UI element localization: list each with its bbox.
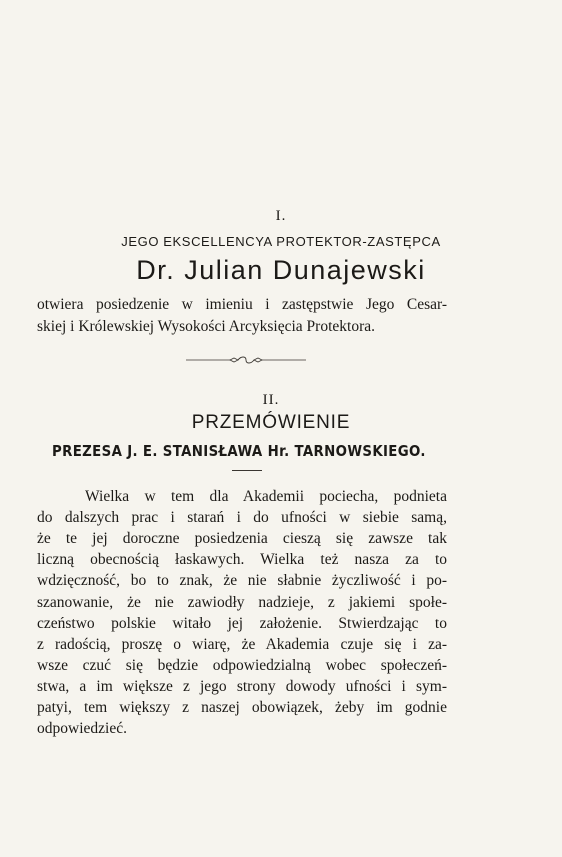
body-line: odpowiedzieć. [37, 720, 127, 737]
body-line: stwa, a im większe z jego strony dowody ufności i sym- [37, 678, 447, 695]
body-line: Wielka w tem dla Akademii pociecha, podnieta [85, 488, 447, 505]
intro-line-1: otwiera posiedzenie w imieniu i zastępstwie Jego Cesar- [37, 296, 447, 313]
body-line: z radością, proszę o wiarę, że Akademia czuje się i za- [37, 636, 447, 653]
ornamental-divider-icon [186, 355, 306, 365]
body-line: do dalszych prac i starań i do ufności w siebie samą, [37, 509, 447, 526]
section-title-2: PRZEMÓWIENIE [191, 412, 351, 433]
body-line: wdzięczność, bo to znak, że nie słabnie życzliwość i po- [37, 572, 447, 589]
body-line: czeństwo polskie witało jej założenie. Stwierdzając to [37, 615, 447, 632]
body-line: wsze czuć się będzie odpowiedzialną wobec społeczeń- [37, 657, 447, 674]
section-subtitle-2: PREZESA J. E. STANISŁAWA Hr. TARNOWSKIEGO. [52, 442, 426, 460]
section-title-1: JEGO EKSCELLENCYA PROTEKTOR-ZASTĘPCA [121, 234, 441, 249]
body-line: patyi, tem większy z naszej obowiązek, żeby im godnie [37, 699, 447, 716]
title-rule [232, 470, 262, 471]
section-numeral-1: I. [275, 208, 287, 224]
person-name: Dr. Julian Dunajewski [136, 255, 426, 285]
section-numeral-2: II. [262, 392, 280, 408]
body-line: szanowanie, że nie zawiodły nadzieje, z jakiemi społe- [37, 594, 447, 611]
body-line: że te jej doroczne posiedzenia cieszą się zawsze tak [37, 530, 447, 547]
body-line: liczną obecnością łaskawych. Wielka też nasza za to [37, 551, 447, 568]
intro-line-2: skiej i Królewskiej Wysokości Arcyksięcia Protektora. [37, 318, 375, 335]
